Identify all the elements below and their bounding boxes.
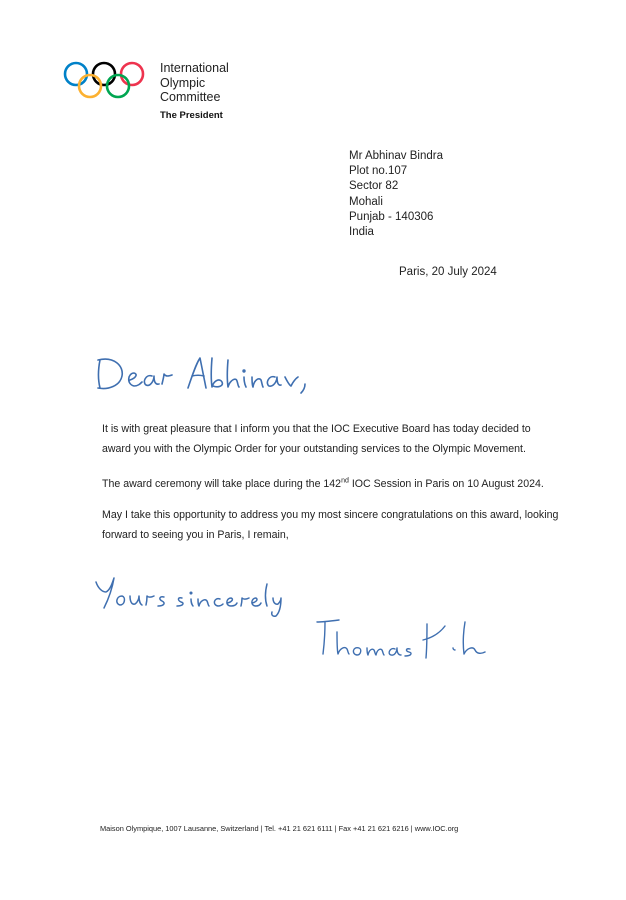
ring-green [107,75,129,97]
handwritten-salutation [92,350,312,400]
org-name-line-2: Olympic [160,75,206,90]
ring-black [93,63,115,85]
org-name-line-1: International [160,61,229,75]
recipient-address [349,149,443,240]
ring-red [121,63,143,85]
body-paragraph-2-end: IOC Session in Paris on 10 August 2024. [348,478,544,490]
ring-blue [65,63,87,85]
ring-yellow [79,75,101,97]
address-line-4: Punjab - 140306 [349,210,434,223]
letter-footer: Maison Olympique, 1007 Lausanne, Switzerland | Tel. +41 21 621 6111 | Fax +41 21 621 6216 | www.IOC.org [100,824,459,833]
body-paragraph-2 [102,474,562,494]
body-paragraph-2-start: The award ceremony will take place during the 142 [102,478,342,490]
letterhead-subtitle: The President [160,110,223,121]
org-name-line-3: Committee [160,90,221,104]
signature [313,612,488,670]
ordinal-suffix: nd [341,477,349,485]
address-line-3: Mohali [349,195,383,208]
organization-name [160,61,229,105]
letter-date: Paris, 20 July 2024 [399,266,497,278]
address-line-2: Sector 82 [349,180,399,193]
olympic-rings-logo [62,58,152,104]
body-paragraph-1: It is with great pleasure that I inform you that the IOC Executive Board has today decided to award you with the Olympic Order for your outstanding services to the Olympic Movement. [102,423,531,455]
recipient-name: Mr Abhinav Bindra [349,150,443,162]
handwritten-closing [92,572,302,620]
body-paragraph-3: May I take this opportunity to address you my most sincere congratulations on this award, looking forward to seeing you in Paris, I remain, [102,509,559,541]
address-line-5: India [349,226,374,239]
address-line-1: Plot no.107 [349,165,408,178]
